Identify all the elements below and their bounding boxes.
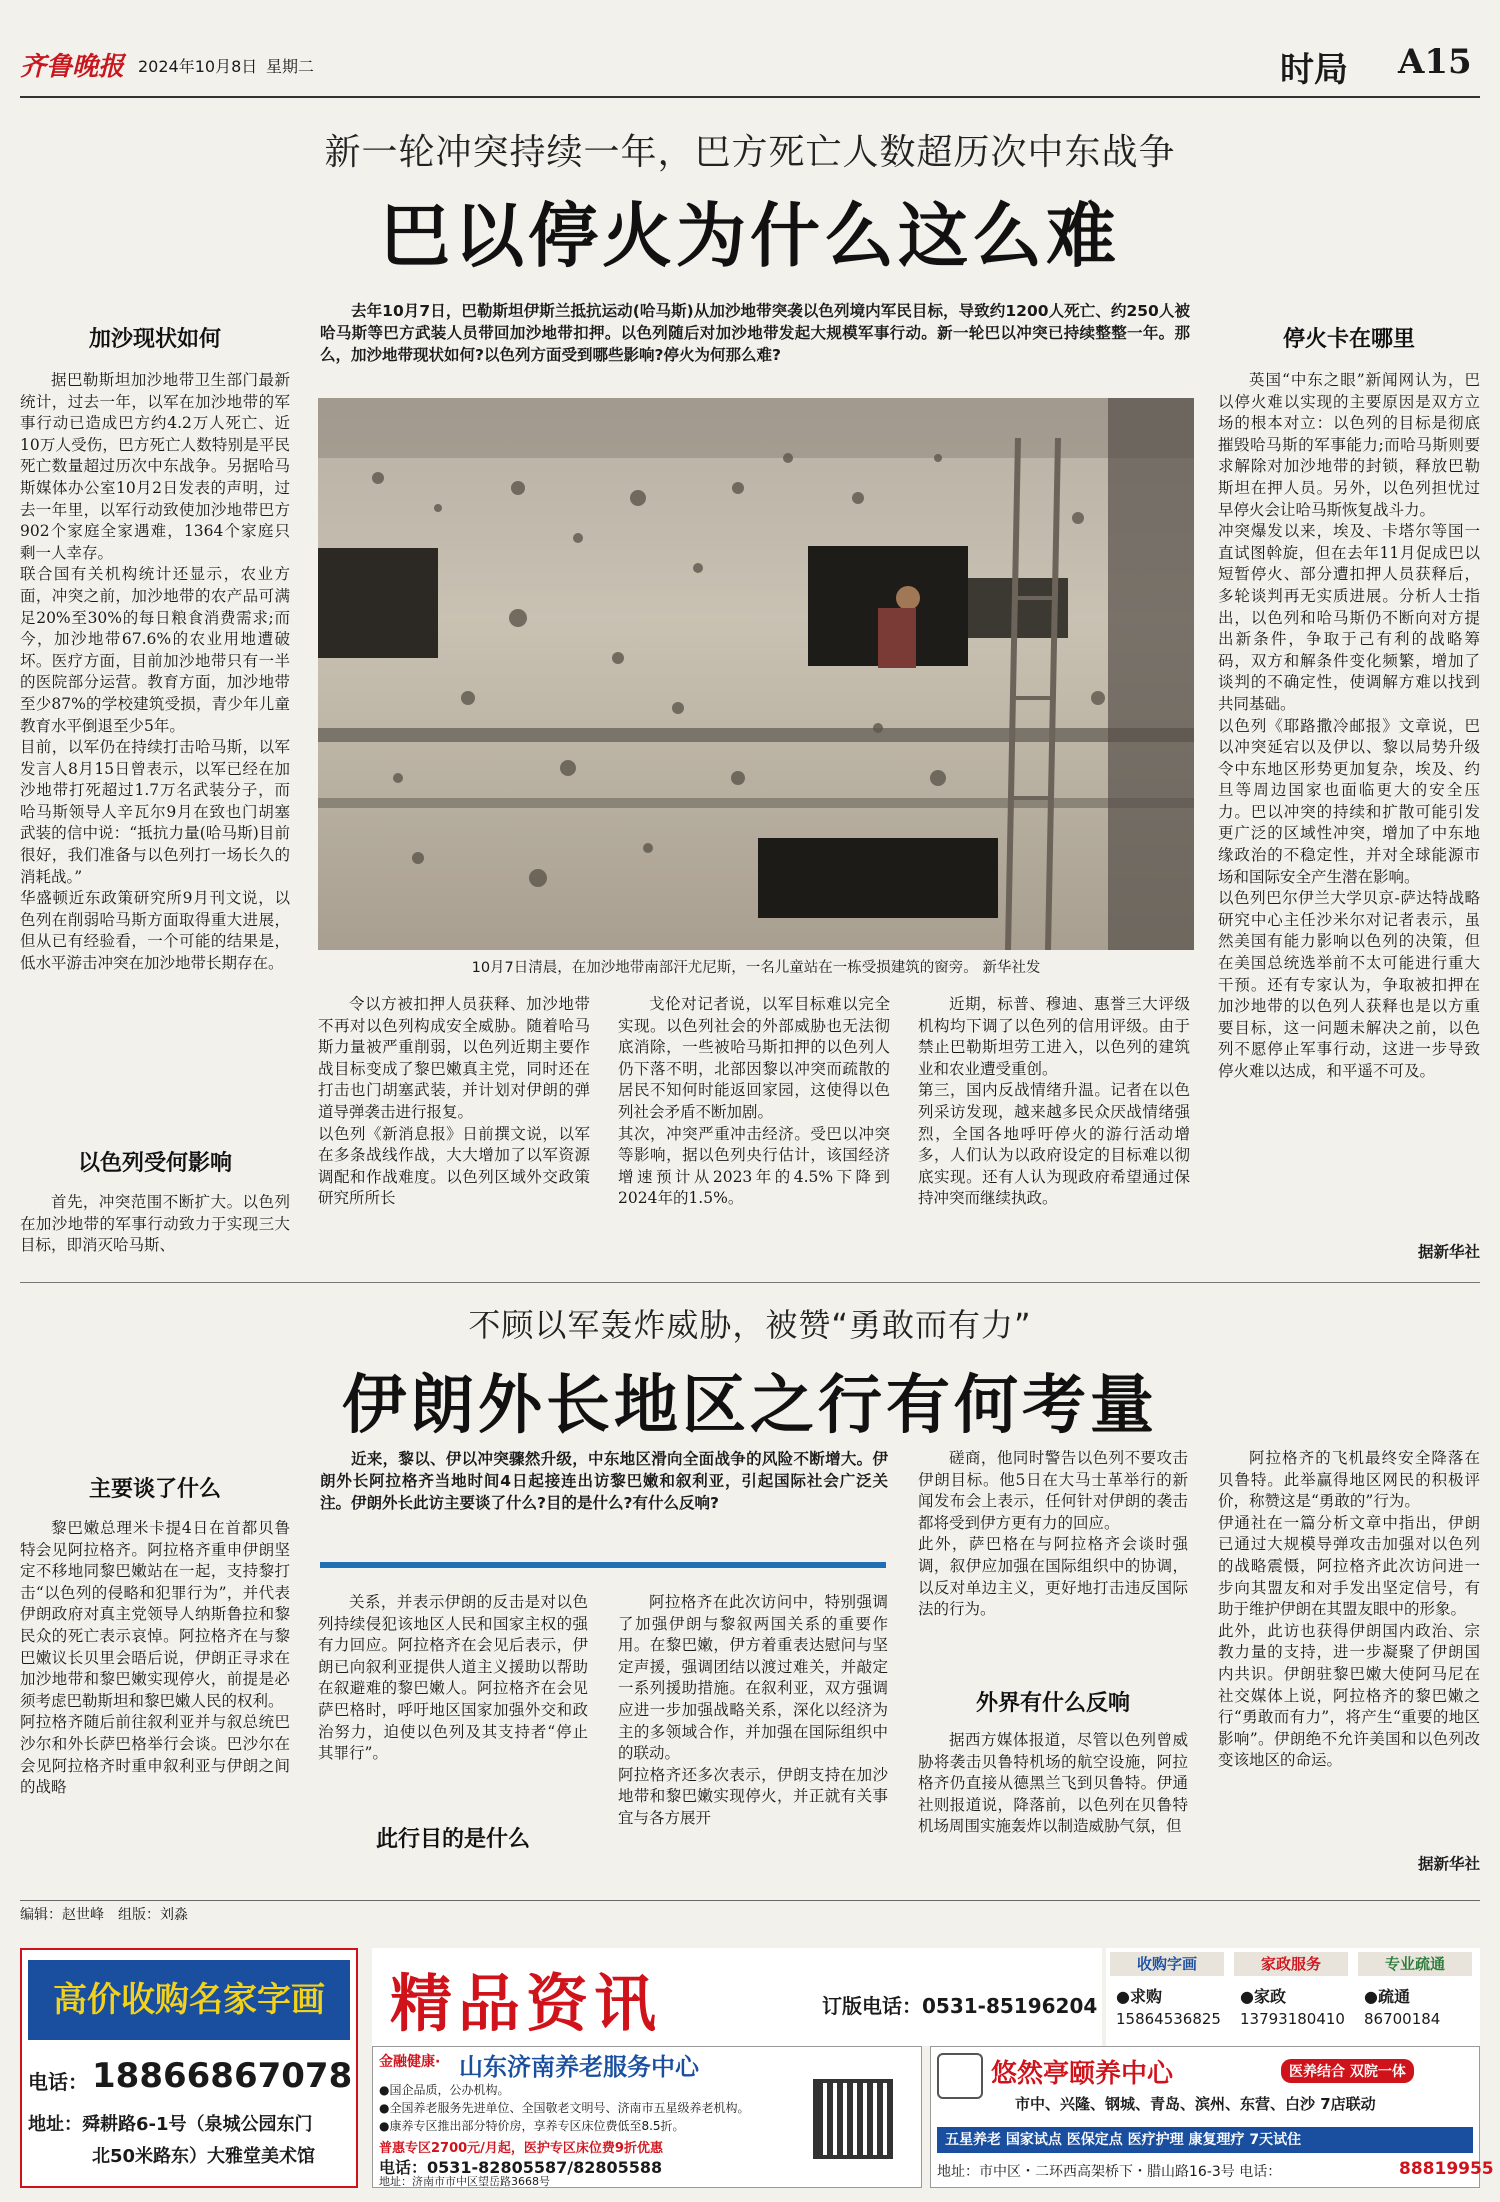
ad-classified-order-phone: 订版电话：0531-85196204 <box>822 1994 1098 2018</box>
ad-elder-phone: 电话：0531-82805587/82805588 <box>379 2158 663 2177</box>
story1-col1b: 首先，冲突范围不断扩大。以色列在加沙地带的军事行动致力于实现三大目标，即消灭哈马斯、 <box>20 1193 290 1255</box>
story1-sub-gaza: 加沙现状如何 <box>88 327 221 352</box>
header-rule <box>20 96 1480 98</box>
tag-item-2-label: ●家政 <box>1240 1987 1286 2006</box>
youran-logo-icon <box>937 2053 983 2099</box>
tag-item-3-phone: 86700184 <box>1364 2010 1441 2028</box>
story1-col4: 近期，标普、穆迪、惠誉三大评级机构均下调了以色列的信用评级。由于禁止巴勒斯坦劳工进入，以色列的建筑业和农业遭受重创。 第三，国内反战情绪升温。记者在以色列采访发现，越来越多民众厌战情绪强烈，全国各地呼吁停火的游行活动增多，人们认为以政府设定的目标难以彻底实现。还有人认为现政府希望通过保持冲突而继续执政。 <box>918 995 1190 1208</box>
tag-drain: 专业疏通 <box>1358 1952 1472 1976</box>
story2-col2: 关系，并表示伊朗的反击是对以色列持续侵犯该地区人民和国家主权的强有力回应。阿拉格齐在会见后表示，伊朗已向叙利亚提供人道主义援助以帮助在叙避难的黎巴嫩人。阿拉格齐在会见萨巴格时，呼吁地区国家加强外交和政治努力，迫使以色列及其支持者“停止其罪行”。 <box>318 1593 588 1763</box>
story2-sub-reaction: 外界有什么反响 <box>975 1691 1130 1716</box>
ad-calligraphy <box>20 1948 358 2188</box>
page-number: A15 <box>1398 42 1472 82</box>
story1-photo <box>318 398 1194 950</box>
tag-item-2-phone: 13793180410 <box>1240 2010 1345 2028</box>
ad-classified-title: 精品资讯 <box>390 1967 663 2040</box>
story1-col1a: 据巴勒斯坦加沙地带卫生部门最新统计，过去一年，以军在加沙地带的军事行动已造成巴方约4.2万人死亡、近10万人受伤，巴方死亡人数特别是平民死亡数量超过历次中东战争。另据哈马斯媒体办公室10月2日发表的声明，过去一年里，以军行动致使加沙地带巴方902个家庭全家遇难，1364个家庭只剩一人幸存。 联合国有关机构统计还显示，农业方面，冲突之前，加沙地带的农产品可满足20%至30%的每日粮食消费需求;而今，加沙地带67.6%的农业用地遭破坏。医疗方面，目前加沙地带只有一半的医院部分运营。教育方面，加沙地带至少87%的学校建筑受损，青少年儿童教育水平倒退至少5年。 目前，以军仍在持续打击哈马斯，以军发言人8月15日曾表示，以军已经在加沙地带打死超过1.7万名武装分子，而哈马斯领导人辛瓦尔9月在致也门胡塞武装的信中说：“抵抗力量(哈马斯)目前很好，我们准备与以色列打一场长久的消耗战。” 华盛顿近东政策研究所9月刊文说，以色列在削弱哈马斯方面取得重大进展，但从已有经验看，一个可能的结果是，低水平游击冲突在加沙地带长期存在。 <box>20 371 290 973</box>
story2-col4: 磋商，他同时警告以色列不要攻击伊朗目标。他5日在大马士革举行的新闻发布会上表示，任何针对伊朗的袭击都将受到伊方更有力的回应。 此外，萨巴格在与阿拉格齐会谈时强调，叙伊应加强在国际组织中的协调，以反对单边主义，更好地打击违反国际法的行为。 <box>918 1449 1188 1619</box>
story1-credit: 据新华社 <box>1417 1242 1480 1261</box>
story2-lead: 近来，黎以、伊以冲突骤然升级，中东地区滑向全面战争的风险不断增大。伊朗外长阿拉格齐当地时间4日起接连出访黎巴嫩和叙利亚，引起国际社会广泛关注。伊朗外长此访主要谈了什么?目的是什么?有什么反响? <box>320 1450 888 1512</box>
story1-col3: 戈伦对记者说，以军目标难以完全实现。以色列社会的外部威胁也无法彻底消除，一些被哈马斯扣押的以色列人仍下落不明，北部因黎以冲突而疏散的居民不知何时能返回家园，这使得以色列社会矛盾不断加剧。 其次，冲突严重冲击经济。受巴以冲突等影响，据以色列央行估计，该国经济增速预计从2023年的4.5%下降到2024年的1.5%。 <box>618 995 890 1208</box>
story2-credit: 据新华社 <box>1417 1854 1480 1873</box>
ad-services-tags <box>1106 1948 1480 2046</box>
ad-youran-phone: 88819955 <box>1399 2159 1494 2179</box>
qr-code-icon <box>813 2079 893 2159</box>
ad-elder-title: 山东济南养老服务中心 <box>459 2053 699 2081</box>
ad-youran-address: 地址：市中区・二环西高架桥下・腊山路16-3号 电话： <box>937 2164 1282 2180</box>
story2-col4b: 据西方媒体报道，尽管以色列曾威胁将袭击贝鲁特机场的航空设施，阿拉格齐仍直接从德黑兰飞到贝鲁特。伊通社则报道说，降落前，以色列在贝鲁特机场周围实施轰炸以制造威胁气氛，但 <box>918 1731 1188 1836</box>
story2-col1: 黎巴嫩总理米卡提4日在首都贝鲁特会见阿拉格齐。阿拉格齐重申伊朗坚定不移地同黎巴嫩站在一起，支持黎打击“以色列的侵略和犯罪行为”，并代表伊朗政府对真主党领导人纳斯鲁拉和黎民众的死亡表示哀悼。阿拉格齐在与黎巴嫩议长贝里会晤后说，伊朗正寻求在加沙地带和黎巴嫩实现停火，前提是必须考虑巴勒斯坦和黎巴嫩人民的权利。 阿拉格齐随后前往叙利亚并与叙总统巴沙尔和外长萨巴格举行会谈。巴沙尔在会见阿拉格齐时重申叙利亚与伊朗之间的战略 <box>20 1519 290 1797</box>
tag-item-1-phone: 15864536825 <box>1116 2010 1221 2028</box>
story1-headline: 巴以停火为什么这么难 <box>380 194 1120 277</box>
ad-elder-line-1: ●国企品质，公办机构。 <box>379 2083 510 2097</box>
ad-calligraphy-phone-label: 电话： <box>28 2070 88 2094</box>
tag-item-1-label: ●求购 <box>1116 1987 1162 2006</box>
story1-sub-ceasefire: 停火卡在哪里 <box>1282 327 1415 352</box>
story2-col5: 阿拉格齐的飞机最终安全降落在贝鲁特。此举赢得地区网民的积极评价，称赞这是“勇敢的”行为。 伊通社在一篇分析文章中指出，伊朗已通过大规模导弹攻击加强对以色列的战略震慑，阿拉格齐此次访问进一步向其盟友和对手发出坚定信号，有助于维护伊朗在其盟友眼中的形象。 此外，此访也获得伊朗国内政治、宗教力量的支持，进一步凝聚了伊朗国内共识。伊朗驻黎巴嫩大使阿马尼在社交媒体上说，阿拉格齐的黎巴嫩之行“勇敢而有力”，将产生“重要的地区影响”。伊朗绝不允许美国和以色列改变该地区的命运。 <box>1218 1449 1480 1770</box>
story2-headline: 伊朗外长地区之行有何考量 <box>342 1368 1158 1443</box>
story1-col5: 英国“中东之眼”新闻网认为，巴以停火难以实现的主要原因是双方立场的根本对立：以色列的目标是彻底摧毁哈马斯的军事能力;而哈马斯则要求解除对加沙地带的封锁，释放巴勒斯坦在押人员。另外，以色列担忧过早停火会让哈马斯恢复战斗力。 冲突爆发以来，埃及、卡塔尔等国一直试图斡旋，但在去年11月促成巴以短暂停火、部分遭扣押人员获释后，多轮谈判再无实质进展。分析人士指出，以色列和哈马斯仍不断向对方提出新条件，争取于己有利的战略筹码，双方和解条件变化频繁，增加了谈判的不确定性，使调解方难以找到共同基础。 以色列《耶路撒冷邮报》文章说，巴以冲突延宕以及伊以、黎以局势升级令中东地区形势更加复杂，埃及、约旦等周边国家也面临更大的安全压力。巴以冲突的持续和扩散可能引发更广泛的区域性冲突，增加了中东地缘政治的不稳定性，并对全球能源市场和国际安全产生潜在影响。 以色列巴尔伊兰大学贝京-萨达特战略研究中心主任沙米尔对记者表示，虽然美国有能力影响以色列的决策，但在美国总统选举前不太可能进行重大干预。还有专家认为，争取被扣押在加沙地带的以色列人获释也是以方重要目标，这一问题未解决之前，以色列不愿停止军事行动，这进一步导致停火难以达成，和平遥不可及。 <box>1218 371 1480 1080</box>
story2-blue-rule <box>320 1562 886 1568</box>
story2-col3: 阿拉格齐在此次访问中，特别强调了加强伊朗与黎叙两国关系的重要作用。在黎巴嫩，伊方着重表达慰问与坚定声援，强调团结以渡过难关，并敲定一系列援助措施。在叙利亚，双方强调应进一步加强战略关系，深化以经济为主的多领域合作，并加强在国际组织中的联动。 阿拉格齐还多次表示，伊朗支持在加沙地带和黎巴嫩实现停火，并正就有关事宜与各方展开 <box>618 1593 888 1827</box>
footer-rule <box>20 1900 1480 1901</box>
damaged-building-image <box>318 398 1194 950</box>
ad-classified-header <box>372 1948 1102 2046</box>
ad-youran-badge: 医养结合 双院一体 <box>1281 2059 1414 2083</box>
tag-calligraphy-buy: 收购字画 <box>1110 1952 1224 1976</box>
ad-elder-address: 地址：济南市市中区望岳路3668号 <box>379 2175 550 2188</box>
ad-youran-title: 悠然亭颐养中心 <box>991 2059 1174 2089</box>
ad-elder-brand: 金融健康· <box>379 2054 441 2070</box>
ad-calligraphy-address2: 北50米路东）大雅堂美术馆 <box>92 2146 316 2167</box>
footer-editor: 编辑：赵世峰 组版：刘淼 <box>20 1907 188 1923</box>
ad-youran-features: 五星养老 国家试点 医保定点 医疗护理 康复理疗 7天试住 <box>937 2127 1473 2153</box>
ad-youran-cities: 市中、兴隆、钢城、青岛、滨州、东营、白沙 7店联动 <box>1015 2095 1376 2113</box>
ad-elder-line-2: ●全国养老服务先进单位、全国敬老文明号、济南市五星级养老机构。 <box>379 2101 750 2115</box>
section-divider <box>20 1282 1480 1283</box>
ad-youran <box>930 2046 1494 2188</box>
ad-calligraphy-address1: 地址：舜耕路6-1号（泉城公园东门 <box>28 2114 313 2135</box>
story2-kicker: 不顾以军轰炸威胁，被赞“勇敢而有力” <box>468 1306 1032 1344</box>
story1-sub-israel: 以色列受何影响 <box>77 1151 232 1176</box>
section-name: 时局 <box>1280 50 1348 90</box>
ad-calligraphy-title: 高价收购名家字画 <box>28 1960 350 2040</box>
story1-kicker: 新一轮冲突持续一年，巴方死亡人数超历次中东战争 <box>324 132 1176 173</box>
newspaper-logo: 齐鲁晚报 <box>20 52 125 82</box>
ad-calligraphy-phone: 18866867078 <box>92 2056 353 2096</box>
story1-col2: 令以方被扣押人员获释、加沙地带不再对以色列构成安全威胁。随着哈马斯力量被严重削弱，以色列近期主要作战目标变成了黎巴嫩真主党，同时还在打击也门胡塞武装，并计划对伊朗的弹道导弹袭击进行报复。 以色列《新消息报》日前撰文说，以军在多条战线作战，大大增加了以军资源调配和作战难度。以色列区域外交政策研究所所长 <box>318 995 590 1208</box>
ad-elder-line-3: ●康养专区推出部分特价房，享养专区床位费低至8.5折。 <box>379 2119 685 2133</box>
story2-sub-purpose: 此行目的是什么 <box>375 1827 530 1852</box>
tag-item-3-label: ●疏通 <box>1364 1987 1410 2006</box>
issue-weekday: 星期二 <box>266 57 315 76</box>
story1-lead: 去年10月7日，巴勒斯坦伊斯兰抵抗运动(哈马斯)从加沙地带突袭以色列境内军民目标，导致约1200人死亡、约250人被哈马斯等巴方武装人员带回加沙地带扣押。以色列随后对加沙地带发起大规模军事行动。新一轮巴以冲突已持续整整一年。那么，加沙地带现状如何?以色列方面受到哪些影响?停火为何那么难? <box>320 302 1190 364</box>
story1-photo-caption: 10月7日清晨，在加沙地带南部汗尤尼斯，一名儿童站在一栋受损建筑的窗旁。 新华社发 <box>471 960 1041 976</box>
ad-elder-care <box>372 2046 922 2188</box>
tag-housekeeping: 家政服务 <box>1234 1952 1348 1976</box>
ad-elder-price: 普惠专区2700元/月起，医护专区床位费9折优惠 <box>379 2141 663 2156</box>
masthead <box>20 36 1480 96</box>
issue-date: 2024年10月8日 <box>138 57 258 76</box>
story2-sub-talks: 主要谈了什么 <box>88 1477 221 1502</box>
